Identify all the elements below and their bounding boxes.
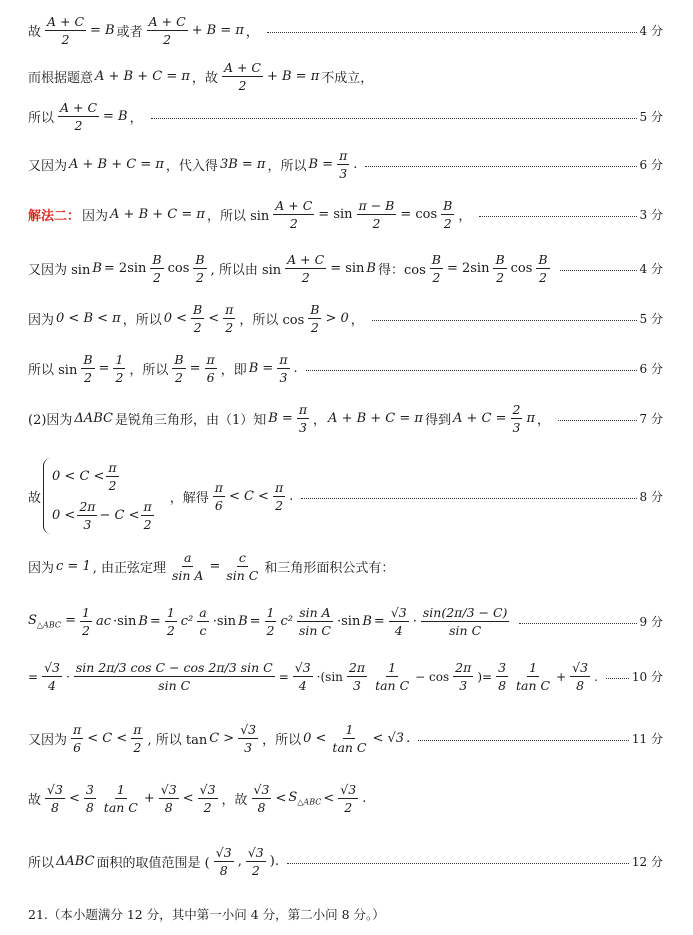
line-text: 所以 ΔABC 面积的取值范围是 ( $\frac{√3}{8}$ , $\frac{√3}{2}$ ). (28, 845, 279, 878)
score-label: 5 分 (639, 110, 663, 124)
line-text: 解法二： 因为 A + B + C = π ，所以 sin $\frac{A + C}{2}$ = sin $\frac{\pi - B}{2}$ = cos $\frac{B}{2}$ ， (28, 198, 472, 231)
dot-leader (479, 216, 636, 217)
line-text: (2)因为 ΔABC 是锐角三角形，由（1）知 B = $\frac{\pi}{3}$ ， A + B + C = π 得到 A + C = $\frac{2}{3}$ π ， (28, 402, 551, 435)
solution-line (28, 458, 663, 534)
solution-line (28, 402, 663, 435)
dot-leader (558, 420, 637, 421)
method-two-label: 解法二： (28, 209, 81, 224)
solution-line (28, 782, 663, 815)
solution-line (28, 198, 663, 231)
line-text: 因为 c = 1 , 由正弦定理 $\frac{a}{\text{sin A}}$ = $\frac{c}{\text{sin C}}$ 和三角形面积公式有： (28, 550, 395, 583)
dot-leader (267, 32, 637, 33)
dot-leader (287, 863, 629, 864)
line-text: 又因为 sin B = 2sin $\frac{B}{2}$ cos $\frac{B}{2}$ , 所以由 sin $\frac{A + C}{2}$ = sin B 得：cos $\frac{B}{2}$ = 2sin $\frac{B}{2}$ cos $\frac{B}{2}$ (28, 252, 548, 285)
solution-line (28, 550, 663, 583)
line-text: 所以 sin $\frac{B}{2}$ = $\frac{1}{2}$ ，所以 $\frac{B}{2}$ = $\frac{\pi}{6}$ ，即 B = $\frac{\pi}{3}$ . (28, 352, 298, 385)
inequality-system: 0 < C < $\frac{\pi}{2}$ 0 < $\frac{2\pi}{3}$ − C < $\frac{\pi}{2}$ (43, 458, 164, 534)
line-text: 故 0 < C < $\frac{\pi}{2}$ 0 < $\frac{2\pi}{3}$ − C < $\frac{\pi}{2}$ ，解得 $\frac{\pi}{6}$ < C < $\frac{\pi}{2}$ . (28, 460, 294, 532)
score-label: 7 分 (639, 412, 663, 426)
line-text: $S_{\triangle ABC}$ = $\frac{1}{2}$ ac ·sin B = $\frac{1}{2}$ c² $\frac{a}{c}$ ·sin B = $\frac{1}{2}$ c² $\frac{\text{sin A}}{\text{sin C}}$ ·sin B = $\frac{√3}{4}$ · $\frac{\sin(2\pi/3 - C)}{\text{sin C}}$ (28, 605, 508, 638)
score-label: 3 分 (639, 208, 663, 222)
solution-line (28, 148, 663, 181)
score-label: 12 分 (631, 855, 663, 869)
dot-leader (418, 740, 629, 741)
solution-line (28, 60, 663, 93)
dot-leader (151, 118, 637, 119)
line-text: 因为 0 < B < π ，所以 0 < $\frac{B}{2}$ < $\frac{\pi}{2}$ ，所以 cos $\frac{B}{2}$ > 0 ， (28, 302, 364, 335)
dot-leader (365, 166, 636, 167)
line-text: 所以 $\frac{A + C}{2}$ = B ， (28, 100, 143, 133)
dot-leader (606, 678, 629, 679)
solution-line (28, 352, 663, 385)
dot-leader (519, 623, 636, 624)
dot-leader (301, 498, 636, 499)
score-label: 6 分 (639, 362, 663, 376)
solution-line (28, 845, 663, 878)
solution-line (28, 722, 663, 755)
line-text: 又因为 $\frac{\pi}{6}$ < C < $\frac{\pi}{2}$ , 所以 tan C > $\frac{√3}{3}$ ，所以 0 < $\frac{1}{\text{tan C}}$ < √3 . (28, 722, 411, 755)
score-label: 5 分 (639, 312, 663, 326)
line-text: 又因为 A + B + C = π ，代入得 3B = π ，所以 B = $\frac{\pi}{3}$ . (28, 148, 358, 181)
line-text: 故 $\frac{√3}{8}$ < $\frac{3}{8}$ $\frac{1}{\text{tan C}}$ + $\frac{√3}{8}$ < $\frac{√3}{2}$ ，故 $\frac{√3}{8}$ < $S_{\triangle ABC}$ < $\frac{√3}{2}$ . (28, 782, 367, 815)
score-label: 11 分 (631, 732, 663, 746)
score-label: 8 分 (639, 489, 663, 504)
score-label: 9 分 (639, 615, 663, 629)
solution-line (28, 252, 663, 285)
score-label: 10 分 (631, 670, 663, 684)
solution-line (28, 100, 663, 133)
score-label: 4 分 (639, 24, 663, 38)
question-21-header: 21.（本小题满分 12 分，其中第一小问 4 分，第二小问 8 分。） (28, 907, 385, 922)
solution-line (28, 14, 663, 47)
solution-line (28, 605, 663, 638)
line-text: 而根据题意 A + B + C = π ，故 $\frac{A + C}{2}$ + B = π 不成立， (28, 60, 374, 93)
dot-leader (560, 270, 637, 271)
score-label: 6 分 (639, 158, 663, 172)
line-text: = $\frac{√3}{4}$ · $\frac{\text{sin 2π/3 cos C − cos 2π/3 sin C}}{\text{sin C}}$ = $\frac{√3}{4}$ ·(sin $\frac{2\pi}{3}$ $\frac{1}{\text{tan C}}$ − cos $\frac{2\pi}{3}$ )= $\frac{3}{8}$ $\frac{1}{\text{tan C}}$ + $\frac{√3}{8}$ . (28, 660, 598, 693)
dot-leader (306, 370, 637, 371)
score-label: 4 分 (639, 262, 663, 276)
line-text: 故 $\frac{A + C}{2}$ = B 或者 $\frac{A + C}{2}$ + B = π ， (28, 14, 259, 47)
solution-line (28, 660, 663, 693)
solution-line (28, 302, 663, 335)
dot-leader (372, 320, 637, 321)
